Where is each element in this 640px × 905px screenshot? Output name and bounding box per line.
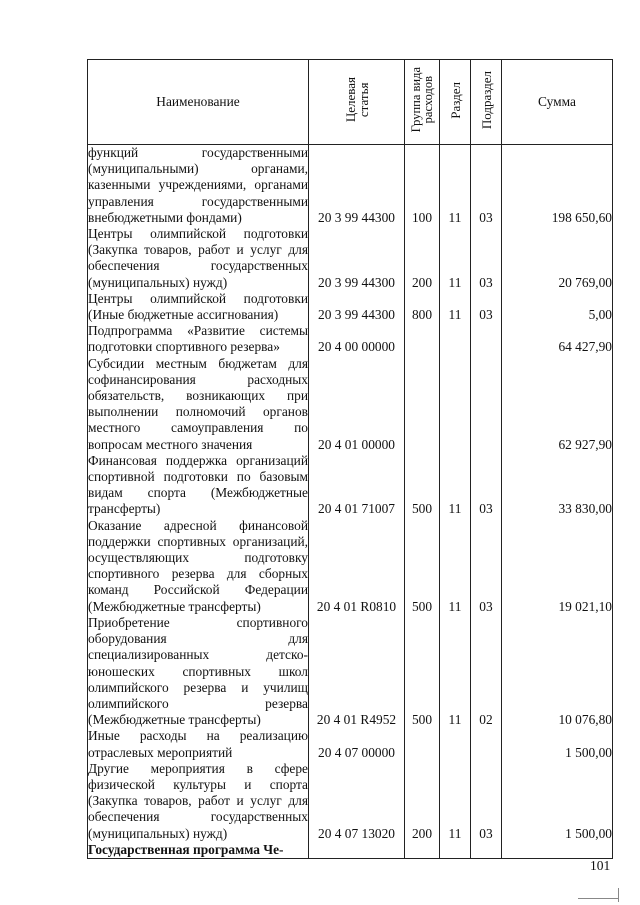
table-row [88, 728, 613, 760]
row-subsection: 03 [471, 291, 502, 323]
row-section: 11 [440, 453, 471, 518]
scan-edge-mark [578, 898, 618, 899]
table-row [88, 761, 613, 842]
table-row [88, 323, 613, 355]
row-target: 20 3 99 44300 [309, 145, 405, 227]
row-section: 11 [440, 291, 471, 323]
row-group: 500 [405, 453, 440, 518]
row-group [405, 323, 440, 355]
row-sum: 19 021,10 [502, 518, 613, 615]
row-subsection: 02 [471, 615, 502, 728]
row-name: Приобретение спортивного оборудования для специализированных детско-юношеских спортивных школ олимпийского резерва и училищ олимпийского резерва (Межбюджетные трансферты) [88, 614, 308, 728]
row-subsection [471, 323, 502, 355]
row-sum: 10 076,80 [502, 615, 613, 728]
table-row [88, 291, 613, 323]
row-name: Оказание адресной финансовой поддержки спортивных организаций, осуществляющих подготовку спортивного резерва для сборных команд Российской Федерации (Межбюджетные трансферты) [88, 517, 308, 614]
row-sum [502, 842, 613, 859]
row-group: 500 [405, 518, 440, 615]
row-target [309, 842, 405, 859]
row-target: 20 4 07 00000 [309, 728, 405, 760]
table-row [88, 842, 613, 859]
table-row [88, 145, 613, 227]
row-group: 200 [405, 226, 440, 291]
row-target: 20 4 07 13020 [309, 761, 405, 842]
row-name: Центры олимпийской подготовки (Иные бюджетные ассигнования) [88, 290, 308, 323]
table-row [88, 453, 613, 518]
page-number: 101 [590, 858, 611, 873]
row-subsection: 03 [471, 145, 502, 227]
row-target: 20 4 00 00000 [309, 323, 405, 355]
row-subsection [471, 728, 502, 760]
row-target: 20 3 99 44300 [309, 226, 405, 291]
row-sum: 20 769,00 [502, 226, 613, 291]
row-sum: 33 830,00 [502, 453, 613, 518]
row-section: 11 [440, 145, 471, 227]
row-name: Иные расходы на реализацию отраслевых мероприятий [88, 728, 308, 760]
table-row [88, 615, 613, 728]
row-section [440, 842, 471, 859]
row-name: Финансовая поддержка организаций спортивной подготовки по базовым видам спорта (Межбюджетные трансферты) [88, 452, 308, 517]
row-group [405, 356, 440, 453]
header-target: Целевая статья [309, 60, 405, 145]
header-name: Наименование [88, 60, 309, 145]
row-group: 500 [405, 615, 440, 728]
table-body [88, 145, 613, 859]
header-group: Группа вида расходов [405, 60, 440, 145]
row-group: 800 [405, 291, 440, 323]
table-row [88, 356, 613, 453]
scan-edge-mark-vertical [618, 888, 619, 902]
header-section: Раздел [440, 60, 471, 145]
row-subsection: 03 [471, 453, 502, 518]
row-section [440, 356, 471, 453]
row-section [440, 323, 471, 355]
row-name: Государственная программа Че- [88, 842, 309, 859]
table-row [88, 518, 613, 615]
row-sum: 1 500,00 [502, 761, 613, 842]
row-section: 11 [440, 761, 471, 842]
row-target: 20 4 01 R0810 [309, 518, 405, 615]
row-target: 20 4 01 71007 [309, 453, 405, 518]
row-name: Субсидии местным бюджетам для софинансирования расходных обязательств, возникающих при выполнении полномочий органов местного самоуправления по вопросам местного значения [88, 355, 308, 452]
budget-table [87, 59, 613, 859]
row-name: Другие мероприятия в сфере физической культуры и спорта (Закупка товаров, работ и услуг для обеспечения государственных (муниципальных) нужд) [88, 760, 308, 841]
row-group [405, 728, 440, 760]
row-name: функций государственными (муниципальными) органами, казенными учреждениями, органами управления государственными внебюджетными фондами) [88, 145, 308, 225]
row-sum: 198 650,60 [502, 145, 613, 227]
row-group: 100 [405, 145, 440, 227]
row-sum: 62 927,90 [502, 356, 613, 453]
row-subsection [471, 356, 502, 453]
row-name: Подпрограмма «Развитие системы подготовки спортивного резерва» [88, 323, 308, 355]
row-section [440, 728, 471, 760]
row-section: 11 [440, 518, 471, 615]
row-group [405, 842, 440, 859]
row-sum: 5,00 [502, 291, 613, 323]
row-sum: 64 427,90 [502, 323, 613, 355]
table-row [88, 226, 613, 291]
table-header-row [88, 60, 613, 145]
row-subsection: 03 [471, 226, 502, 291]
row-target: 20 3 99 44300 [309, 291, 405, 323]
row-section: 11 [440, 226, 471, 291]
row-name: Центры олимпийской подготовки (Закупка товаров, работ и услуг для обеспечения государственных (муниципальных) нужд) [88, 226, 308, 290]
row-target: 20 4 01 00000 [309, 356, 405, 453]
row-group: 200 [405, 761, 440, 842]
row-section: 11 [440, 615, 471, 728]
header-subsection: Подраздел [471, 60, 502, 145]
row-target: 20 4 01 R4952 [309, 615, 405, 728]
header-sum: Сумма [502, 60, 613, 145]
row-subsection [471, 842, 502, 859]
row-subsection: 03 [471, 518, 502, 615]
row-subsection: 03 [471, 761, 502, 842]
row-sum: 1 500,00 [502, 728, 613, 760]
